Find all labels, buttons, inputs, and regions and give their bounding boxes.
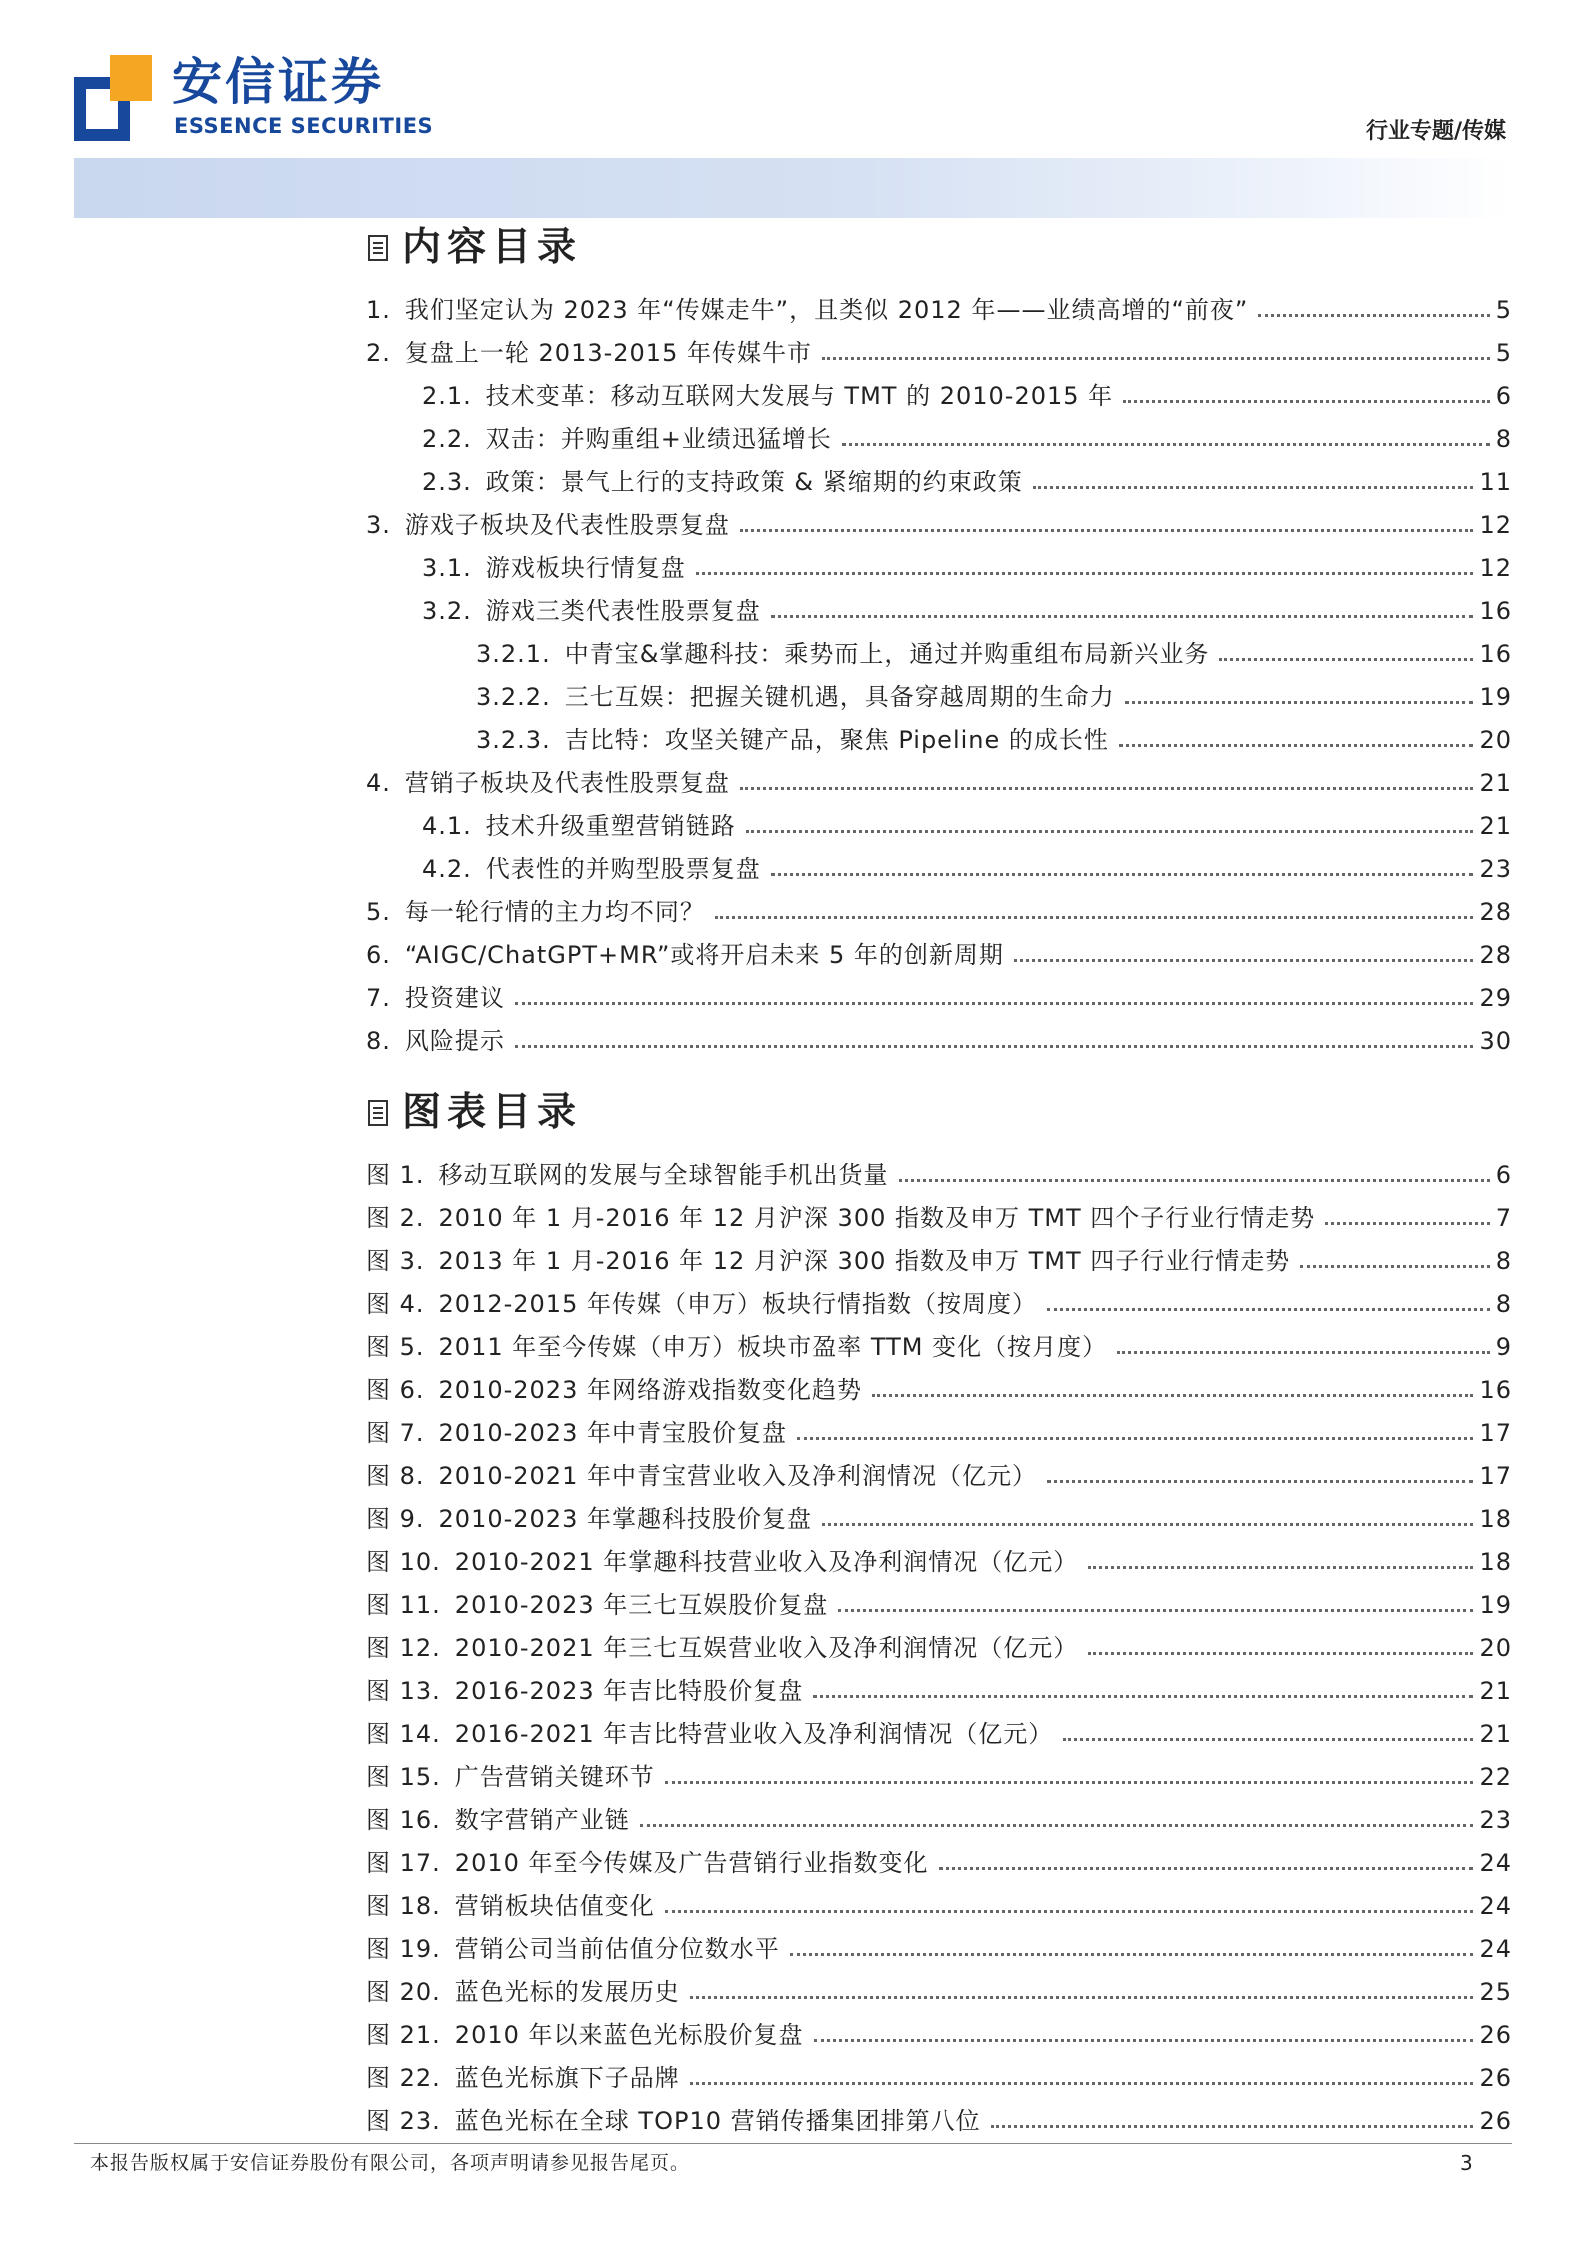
- figure-entry-number: 图 23.: [366, 2107, 441, 2135]
- footer-disclaimer: 本报告版权属于安信证券股份有限公司，各项声明请参见报告尾页。: [90, 2152, 691, 2174]
- figure-entry-page: 22: [1479, 1763, 1512, 1791]
- dot-leader: [872, 1394, 1473, 1397]
- essence-logo-icon: [74, 55, 152, 141]
- toc-entry-title: 投资建议: [404, 984, 505, 1012]
- toc-entry[interactable]: [366, 282, 1512, 325]
- figure-entry-number: 图 5.: [366, 1333, 425, 1361]
- toc-entry[interactable]: [366, 325, 1512, 368]
- figure-entry-page: 21: [1479, 1720, 1512, 1748]
- figure-entry-page: 23: [1479, 1806, 1512, 1834]
- figure-entry-number: 图 17.: [366, 1849, 441, 1877]
- toc-entry-number: 3.2.: [422, 597, 472, 625]
- toc-entry-number: 3.1.: [422, 554, 472, 582]
- figure-entry-number: 图 14.: [366, 1720, 441, 1748]
- dot-leader: [838, 1609, 1473, 1612]
- figure-entry-page: 26: [1479, 2064, 1512, 2092]
- toc-entry-title: 风险提示: [404, 1027, 505, 1055]
- figure-entry-number: 图 11.: [366, 1591, 441, 1619]
- figure-entry-number: 图 21.: [366, 2021, 441, 2049]
- figure-entry-title: 营销公司当前估值分位数水平: [454, 1935, 780, 1963]
- figure-entry-number: 图 16.: [366, 1806, 441, 1834]
- figure-entry-title: 2010 年 1 月-2016 年 12 月沪深 300 指数及申万 TMT 四个子行业行情走势: [438, 1204, 1316, 1232]
- toc-entry-title: 技术升级重塑营销链路: [485, 812, 736, 840]
- dot-leader: [715, 916, 1474, 919]
- dot-leader: [899, 1179, 1490, 1182]
- figure-entry-title: 蓝色光标旗下子品牌: [454, 2064, 680, 2092]
- toc-entry[interactable]: [366, 411, 1512, 454]
- dot-leader: [1014, 959, 1474, 962]
- figure-entry-page: 24: [1479, 1892, 1512, 1920]
- toc-entry-title: 我们坚定认为 2023 年“传媒走牛”，且类似 2012 年——业绩高增的“前夜”: [404, 296, 1249, 324]
- toc-entry[interactable]: [366, 540, 1512, 583]
- toc-entry-page: 21: [1479, 769, 1512, 797]
- figures-heading: [366, 1087, 1512, 1139]
- dot-leader: [740, 787, 1474, 790]
- figure-entry-title: 2010-2023 年中青宝股价复盘: [438, 1419, 787, 1447]
- dot-leader: [1258, 314, 1489, 317]
- toc-entry-number: 3.: [366, 511, 391, 539]
- toc-title: 内容目录: [402, 225, 583, 270]
- dot-leader: [1088, 1566, 1473, 1569]
- dot-leader: [1325, 1222, 1489, 1225]
- figure-entry[interactable]: [366, 1620, 1512, 1663]
- footer-divider: [74, 2143, 1512, 2144]
- figure-entry-title: 2013 年 1 月-2016 年 12 月沪深 300 指数及申万 TMT 四子行业行情走势: [438, 1247, 1291, 1275]
- figure-entry[interactable]: [366, 2050, 1512, 2093]
- dot-leader: [842, 443, 1490, 446]
- toc-entry-title: 双击：并购重组+业绩迅猛增长: [485, 425, 832, 453]
- figure-entry-page: 8: [1495, 1290, 1512, 1318]
- figure-entry-title: 数字营销产业链: [454, 1806, 630, 1834]
- toc-entry[interactable]: [366, 1013, 1512, 1056]
- figure-entry[interactable]: [366, 1835, 1512, 1878]
- dot-leader: [1219, 658, 1473, 661]
- figures-list: [366, 1147, 1512, 2136]
- figure-entry-title: 2010-2021 年中青宝营业收入及净利润情况（亿元）: [438, 1462, 1037, 1490]
- toc-entry-page: 28: [1479, 941, 1512, 969]
- figure-entry[interactable]: [366, 2093, 1512, 2136]
- figure-entry[interactable]: [366, 1921, 1512, 1964]
- toc-entry-title: 技术变革：移动互联网大发展与 TMT 的 2010-2015 年: [485, 382, 1114, 410]
- toc-entry-title: “AIGC/ChatGPT+MR”或将开启未来 5 年的创新周期: [404, 941, 1004, 969]
- figure-entry-page: 17: [1479, 1462, 1512, 1490]
- figure-entry-title: 移动互联网的发展与全球智能手机出货量: [438, 1161, 889, 1189]
- dot-leader: [790, 1953, 1474, 1956]
- toc-entry-number: 8.: [366, 1027, 391, 1055]
- figure-entry-title: 2010-2021 年三七互娱营业收入及净利润情况（亿元）: [454, 1634, 1079, 1662]
- toc-entry[interactable]: [366, 841, 1512, 884]
- toc-entry-page: 19: [1479, 683, 1512, 711]
- figure-entry-number: 图 12.: [366, 1634, 441, 1662]
- figure-entry-title: 营销板块估值变化: [454, 1892, 655, 1920]
- document-icon: [368, 235, 388, 261]
- figure-entry-number: 图 19.: [366, 1935, 441, 1963]
- dot-leader: [740, 529, 1474, 532]
- figure-entry[interactable]: [366, 2007, 1512, 2050]
- figure-entry-number: 图 20.: [366, 1978, 441, 2006]
- figure-entry[interactable]: [366, 1749, 1512, 1792]
- page-number: 3: [1460, 2151, 1473, 2175]
- figure-entry-number: 图 18.: [366, 1892, 441, 1920]
- figure-entry-number: 图 9.: [366, 1505, 425, 1533]
- dot-leader: [771, 873, 1474, 876]
- page-header: [0, 0, 1586, 220]
- toc-entry-title: 游戏子板块及代表性股票复盘: [404, 511, 730, 539]
- figure-entry[interactable]: [366, 1147, 1512, 1190]
- toc-entry-number: 4.1.: [422, 812, 472, 840]
- toc-entry-title: 复盘上一轮 2013-2015 年传媒牛市: [404, 339, 812, 367]
- toc-entry-page: 8: [1495, 425, 1512, 453]
- figure-entry[interactable]: [366, 1190, 1512, 1233]
- toc-entry[interactable]: [366, 884, 1512, 927]
- toc-entry-number: 5.: [366, 898, 391, 926]
- toc-entry[interactable]: [366, 927, 1512, 970]
- toc-entry[interactable]: [366, 669, 1512, 712]
- figure-entry-title: 蓝色光标在全球 TOP10 营销传播集团排第八位: [454, 2107, 981, 2135]
- toc-entry-title: 政策：景气上行的支持政策 & 紧缩期的约束政策: [485, 468, 1023, 496]
- toc-entry-page: 21: [1479, 812, 1512, 840]
- toc-entry-title: 营销子板块及代表性股票复盘: [404, 769, 730, 797]
- figure-entry-page: 7: [1495, 1204, 1512, 1232]
- toc-entry-number: 3.2.1.: [476, 640, 551, 668]
- figure-entry-page: 26: [1479, 2021, 1512, 2049]
- toc-entry-title: 游戏板块行情复盘: [485, 554, 686, 582]
- dot-leader: [1088, 1652, 1473, 1655]
- figure-entry-page: 9: [1495, 1333, 1512, 1361]
- dot-leader: [813, 1695, 1473, 1698]
- figure-entry-number: 图 13.: [366, 1677, 441, 1705]
- dot-leader: [696, 572, 1474, 575]
- figure-entry-title: 2012-2015 年传媒（申万）板块行情指数（按周度）: [438, 1290, 1037, 1318]
- toc-heading: [366, 222, 1512, 274]
- figure-entry-page: 26: [1479, 2107, 1512, 2135]
- toc-list: [366, 282, 1512, 1056]
- toc-entry-page: 23: [1479, 855, 1512, 883]
- dot-leader: [640, 1824, 1474, 1827]
- figure-entry-page: 18: [1479, 1505, 1512, 1533]
- figure-entry-number: 图 8.: [366, 1462, 425, 1490]
- toc-entry-title: 游戏三类代表性股票复盘: [485, 597, 761, 625]
- toc-entry-number: 6.: [366, 941, 391, 969]
- toc-section: [366, 222, 1512, 1056]
- figure-entry-title: 2010-2023 年三七互娱股价复盘: [454, 1591, 829, 1619]
- dot-leader: [822, 1523, 1473, 1526]
- logo-chinese-name: 安信证券: [172, 53, 384, 111]
- dot-leader: [1125, 701, 1474, 704]
- figure-entry-title: 2016-2023 年吉比特股价复盘: [454, 1677, 804, 1705]
- toc-entry[interactable]: [366, 368, 1512, 411]
- figure-entry-title: 2010-2023 年网络游戏指数变化趋势: [438, 1376, 862, 1404]
- dot-leader: [665, 1910, 1474, 1913]
- dot-leader: [746, 830, 1474, 833]
- figure-entry-number: 图 6.: [366, 1376, 425, 1404]
- figure-entry-number: 图 4.: [366, 1290, 425, 1318]
- dot-leader: [797, 1437, 1473, 1440]
- toc-entry-page: 5: [1495, 339, 1512, 367]
- dot-leader: [515, 1045, 1474, 1048]
- logo-english-name: ESSENCE SECURITIES: [174, 114, 434, 138]
- toc-entry-number: 2.3.: [422, 468, 472, 496]
- toc-entry[interactable]: [366, 712, 1512, 755]
- toc-entry[interactable]: [366, 454, 1512, 497]
- figure-entry-number: 图 2.: [366, 1204, 425, 1232]
- dot-leader: [1117, 1351, 1490, 1354]
- toc-entry-number: 4.2.: [422, 855, 472, 883]
- figure-entry-page: 21: [1479, 1677, 1512, 1705]
- figure-entry[interactable]: [366, 1319, 1512, 1362]
- dot-leader: [939, 1867, 1474, 1870]
- toc-entry-page: 30: [1479, 1027, 1512, 1055]
- figure-entry-title: 广告营销关键环节: [454, 1763, 655, 1791]
- figure-entry[interactable]: [366, 1362, 1512, 1405]
- figure-entry[interactable]: [366, 1276, 1512, 1319]
- toc-entry[interactable]: [366, 798, 1512, 841]
- figure-entry[interactable]: [366, 1878, 1512, 1921]
- dot-leader: [1123, 400, 1490, 403]
- header-band: [74, 158, 1512, 218]
- figure-entry[interactable]: [366, 1491, 1512, 1534]
- toc-entry-page: 12: [1479, 511, 1512, 539]
- toc-entry-page: 6: [1495, 382, 1512, 410]
- toc-entry-page: 20: [1479, 726, 1512, 754]
- dot-leader: [771, 615, 1474, 618]
- figure-entry-page: 25: [1479, 1978, 1512, 2006]
- dot-leader: [690, 1996, 1474, 1999]
- figure-entry-number: 图 10.: [366, 1548, 441, 1576]
- figure-entry-page: 8: [1495, 1247, 1512, 1275]
- figure-entry-page: 6: [1495, 1161, 1512, 1189]
- toc-entry-page: 16: [1479, 640, 1512, 668]
- figure-entry-page: 24: [1479, 1935, 1512, 1963]
- dot-leader: [814, 2039, 1474, 2042]
- report-category: 行业专题/传媒: [1365, 119, 1506, 144]
- dot-leader: [1300, 1265, 1489, 1268]
- figure-entry[interactable]: [366, 1792, 1512, 1835]
- toc-entry[interactable]: [366, 583, 1512, 626]
- figure-entry-number: 图 1.: [366, 1161, 425, 1189]
- figure-entry-page: 16: [1479, 1376, 1512, 1404]
- toc-entry-number: 3.2.3.: [476, 726, 551, 754]
- figure-entry[interactable]: [366, 1405, 1512, 1448]
- figure-entry-title: 2016-2021 年吉比特营业收入及净利润情况（亿元）: [454, 1720, 1054, 1748]
- toc-entry-title: 代表性的并购型股票复盘: [485, 855, 761, 883]
- figures-title: 图表目录: [402, 1090, 583, 1135]
- figure-entry-page: 20: [1479, 1634, 1512, 1662]
- toc-entry-number: 1.: [366, 296, 391, 324]
- toc-entry[interactable]: [366, 755, 1512, 798]
- toc-entry-page: 12: [1479, 554, 1512, 582]
- toc-entry-number: 4.: [366, 769, 391, 797]
- toc-entry-page: 29: [1479, 984, 1512, 1012]
- dot-leader: [822, 357, 1490, 360]
- toc-entry-title: 吉比特：攻坚关键产品，聚焦 Pipeline 的成长性: [564, 726, 1109, 754]
- figure-entry-number: 图 22.: [366, 2064, 441, 2092]
- figure-entry-title: 2010 年至今传媒及广告营销行业指数变化: [454, 1849, 929, 1877]
- toc-entry-number: 2.: [366, 339, 391, 367]
- toc-entry[interactable]: [366, 497, 1512, 540]
- figure-entry[interactable]: [366, 1448, 1512, 1491]
- dot-leader: [1033, 486, 1474, 489]
- figure-entry-page: 17: [1479, 1419, 1512, 1447]
- figure-entry-title: 2010-2021 年掌趣科技营业收入及净利润情况（亿元）: [454, 1548, 1079, 1576]
- toc-entry-number: 2.1.: [422, 382, 472, 410]
- toc-entry-number: 2.2.: [422, 425, 472, 453]
- toc-entry-title: 三七互娱：把握关键机遇，具备穿越周期的生命力: [564, 683, 1115, 711]
- figure-entry-page: 18: [1479, 1548, 1512, 1576]
- figure-entry-number: 图 15.: [366, 1763, 441, 1791]
- figure-entry[interactable]: [366, 1577, 1512, 1620]
- dot-leader: [1119, 744, 1474, 747]
- figure-entry-title: 蓝色光标的发展历史: [454, 1978, 680, 2006]
- figure-entry-number: 图 3.: [366, 1247, 425, 1275]
- toc-entry-number: 7.: [366, 984, 391, 1012]
- dot-leader: [991, 2125, 1474, 2128]
- figure-entry[interactable]: [366, 1706, 1512, 1749]
- figures-section: [366, 1087, 1512, 2136]
- figure-entry-number: 图 7.: [366, 1419, 425, 1447]
- figure-entry-page: 24: [1479, 1849, 1512, 1877]
- figure-entry-page: 19: [1479, 1591, 1512, 1619]
- figure-entry-title: 2010 年以来蓝色光标股价复盘: [454, 2021, 804, 2049]
- toc-entry-page: 16: [1479, 597, 1512, 625]
- toc-entry-page: 28: [1479, 898, 1512, 926]
- dot-leader: [1063, 1738, 1473, 1741]
- dot-leader: [665, 1781, 1474, 1784]
- figure-entry[interactable]: [366, 1233, 1512, 1276]
- toc-entry-number: 3.2.2.: [476, 683, 551, 711]
- toc-entry[interactable]: [366, 970, 1512, 1013]
- dot-leader: [515, 1002, 1474, 1005]
- dot-leader: [690, 2082, 1474, 2085]
- figure-entry[interactable]: [366, 1663, 1512, 1706]
- figure-entry-title: 2010-2023 年掌趣科技股价复盘: [438, 1505, 812, 1533]
- dot-leader: [1047, 1480, 1473, 1483]
- toc-entry-title: 每一轮行情的主力均不同？: [404, 898, 705, 926]
- figure-entry[interactable]: [366, 1534, 1512, 1577]
- figure-entry-title: 2011 年至今传媒（申万）板块市盈率 TTM 变化（按月度）: [438, 1333, 1108, 1361]
- dot-leader: [1047, 1308, 1490, 1311]
- toc-entry[interactable]: [366, 626, 1512, 669]
- toc-entry-title: 中青宝&掌趣科技：乘势而上，通过并购重组布局新兴业务: [564, 640, 1210, 668]
- toc-entry-page: 5: [1495, 296, 1512, 324]
- document-icon: [368, 1100, 388, 1126]
- figure-entry[interactable]: [366, 1964, 1512, 2007]
- toc-entry-page: 11: [1479, 468, 1512, 496]
